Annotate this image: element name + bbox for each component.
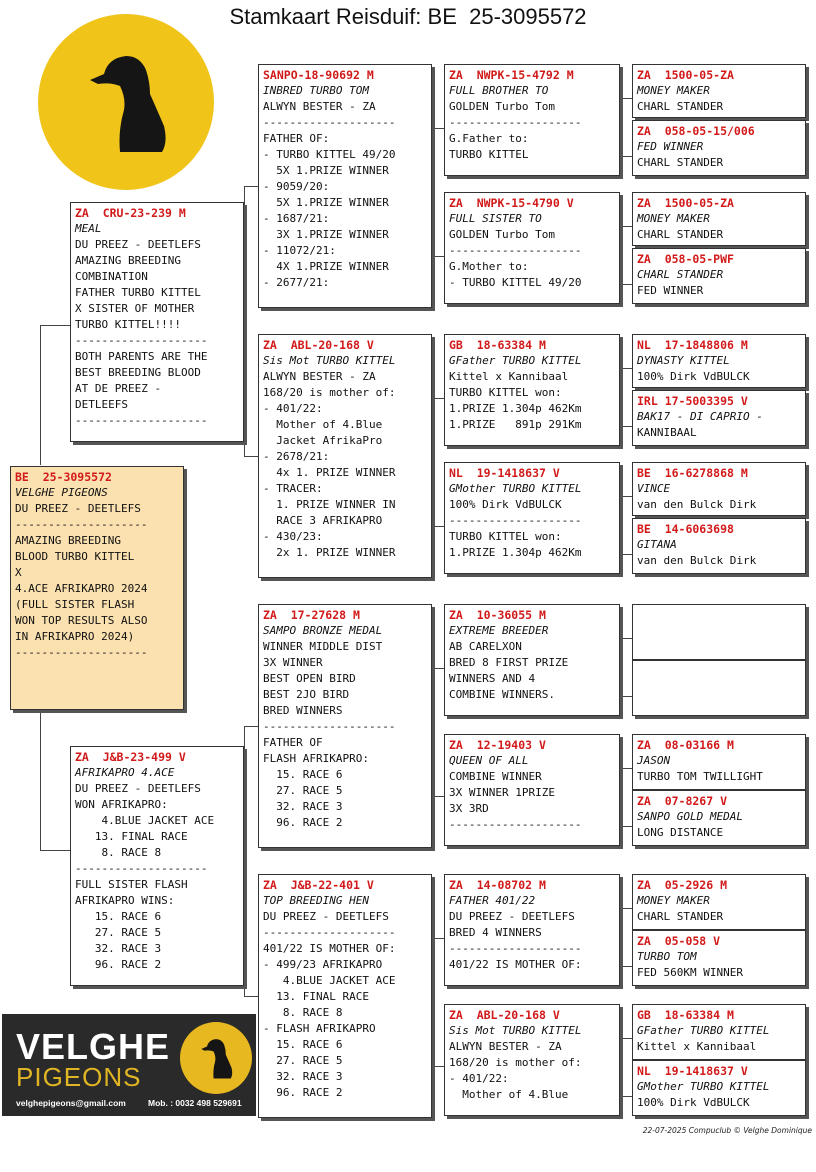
ring-number: ZA CRU-23-239 M bbox=[75, 206, 186, 220]
pigeon-info-line: van den Bulck Dirk bbox=[637, 498, 757, 511]
connector-line bbox=[432, 668, 433, 796]
great-great-grandparent-card bbox=[632, 604, 806, 660]
pigeon-name: MONEY MAKER bbox=[637, 894, 710, 907]
mother-card bbox=[70, 746, 244, 986]
pigeon-icon bbox=[38, 14, 214, 190]
pigeon-info-line: 4.ACE AFRIKAPRO 2024 bbox=[15, 582, 148, 595]
pigeon-info-line: WON TOP RESULTS ALSO bbox=[15, 614, 148, 627]
connector-line bbox=[432, 256, 444, 257]
pigeon-info-line: 5X 1.PRIZE WINNER bbox=[263, 196, 389, 209]
pigeon-info-line: FATHER TURBO KITTEL bbox=[75, 286, 201, 299]
great-great-grandparent-card bbox=[632, 120, 806, 176]
pigeon-name: AFRIKAPRO 4.ACE bbox=[75, 766, 175, 779]
banner-phone: Mob. : 0032 498 529691 bbox=[148, 1098, 242, 1108]
pigeon-info-line: X SISTER OF MOTHER bbox=[75, 302, 195, 315]
pigeon-info-line: 32. RACE 3 bbox=[263, 1070, 343, 1083]
connector-line bbox=[620, 1096, 632, 1097]
pigeon-name: CHARL STANDER bbox=[637, 268, 724, 281]
pigeon-info-line: -------------------- bbox=[449, 514, 582, 527]
pigeon-info-line: 8. RACE 8 bbox=[263, 1006, 343, 1019]
pigeon-info-line: WINNERS AND 4 bbox=[449, 672, 536, 685]
pigeon-info-line: 4X 1.PRIZE WINNER bbox=[263, 260, 389, 273]
ring-number: BE 25-3095572 bbox=[15, 470, 112, 484]
connector-line bbox=[620, 966, 632, 967]
pigeon-name: GMother TURBO KITTEL bbox=[449, 482, 582, 495]
connector-line bbox=[432, 938, 444, 939]
father-card bbox=[70, 202, 244, 442]
pigeon-info-line: FLASH AFRIKAPRO: bbox=[263, 752, 369, 765]
pigeon-info-line: DU PREEZ - DEETLEFS bbox=[15, 502, 141, 515]
pigeon-info-line: IN AFRIKAPRO 2024) bbox=[15, 630, 135, 643]
ring-number: ZA J&B-22-401 V bbox=[263, 878, 374, 892]
pigeon-name: DYNASTY KITTEL bbox=[637, 354, 730, 367]
pigeon-info-line: -------------------- bbox=[449, 942, 582, 955]
pigeon-name: GITANA bbox=[637, 538, 677, 551]
pigeon-info-line: DETLEEFS bbox=[75, 398, 128, 411]
ring-number: ZA 05-058 V bbox=[637, 934, 721, 948]
pigeon-info-line: CHARL STANDER bbox=[637, 910, 724, 923]
connector-line bbox=[620, 226, 621, 284]
ring-number: ZA NWPK-15-4792 M bbox=[449, 68, 574, 82]
ring-number: ZA 058-05-PWF bbox=[637, 252, 734, 266]
pigeon-info-line: ALWYN BESTER - ZA bbox=[449, 1040, 562, 1053]
pigeon-info-line: -------------------- bbox=[263, 926, 396, 939]
connector-line bbox=[620, 156, 632, 157]
pigeon-info-line: COMBINATION bbox=[75, 270, 148, 283]
grandmother-maternal-card bbox=[258, 874, 432, 1118]
pigeon-info-line: TURBO KITTEL!!!! bbox=[75, 318, 181, 331]
ring-number: ZA 12-19403 V bbox=[449, 738, 546, 752]
great-grandparent-card bbox=[444, 334, 620, 446]
ring-number: BE 16-6278868 M bbox=[637, 466, 748, 480]
pigeon-info-line: van den Bulck Dirk bbox=[637, 554, 757, 567]
pigeon-info-line: 32. RACE 3 bbox=[263, 800, 343, 813]
pigeon-info-line: - 401/22: bbox=[449, 1072, 509, 1085]
connector-line bbox=[432, 526, 444, 527]
pigeon-info-line: -------------------- bbox=[75, 862, 208, 875]
great-great-grandparent-card bbox=[632, 334, 806, 388]
ring-number: ZA 05-2926 M bbox=[637, 878, 728, 892]
pigeon-info-line: 15. RACE 6 bbox=[75, 910, 162, 923]
pigeon-info-line: 15. RACE 6 bbox=[263, 1038, 343, 1051]
page-title: Stamkaart Reisduif: BE 25-3095572 bbox=[229, 4, 587, 29]
pigeon-info-line: G.Mother to: bbox=[449, 260, 529, 273]
great-grandparent-card bbox=[444, 1004, 620, 1116]
pigeon-info-line: 5X 1.PRIZE WINNER bbox=[263, 164, 389, 177]
pigeon-name: FATHER 401/22 bbox=[449, 894, 536, 907]
ring-number: ZA 07-8267 V bbox=[637, 794, 728, 808]
pigeon-info-line: 96. RACE 2 bbox=[75, 958, 162, 971]
pigeon-info-line: - TURBO KITTEL 49/20 bbox=[449, 276, 582, 289]
pigeon-info-line: 1.PRIZE 1.304p 462Km bbox=[449, 402, 582, 415]
connector-line bbox=[620, 368, 621, 426]
pigeon-icon bbox=[180, 1022, 252, 1094]
pigeon-info-line: WINNER MIDDLE DIST bbox=[263, 640, 383, 653]
pigeon-name: MONEY MAKER bbox=[637, 212, 710, 225]
pigeon-info-line: 3X WINNER bbox=[263, 656, 323, 669]
pigeon-name: BAK17 - DI CAPRIO - bbox=[637, 410, 763, 423]
pigeon-info-line: -------------------- bbox=[75, 414, 208, 427]
pigeon-name: FULL BROTHER TO bbox=[449, 84, 549, 97]
great-great-grandparent-card bbox=[632, 192, 806, 246]
pigeon-info-line: 13. FINAL RACE bbox=[263, 990, 369, 1003]
pigeon-info-line: DU PREEZ - DEETLEFS bbox=[75, 782, 201, 795]
great-grandparent-card bbox=[444, 192, 620, 304]
pigeon-info-line: 2x 1. PRIZE WINNER bbox=[263, 546, 396, 559]
pigeon-info-line: - TRACER: bbox=[263, 482, 323, 495]
pigeon-info-line: FATHER OF: bbox=[263, 132, 330, 145]
connector-line bbox=[620, 98, 621, 156]
great-great-grandparent-card bbox=[632, 64, 806, 118]
pigeon-name: VELGHE PIGEONS bbox=[15, 486, 108, 499]
ring-number: ZA 058-05-15/006 bbox=[637, 124, 755, 138]
pigeon-info-line: TURBO KITTEL won: bbox=[449, 530, 562, 543]
pigeon-info-line: GOLDEN Turbo Tom bbox=[449, 228, 555, 241]
great-grandparent-card bbox=[444, 462, 620, 574]
connector-line bbox=[620, 768, 621, 826]
ring-number: GB 18-63384 M bbox=[449, 338, 546, 352]
pigeon-name: VINCE bbox=[637, 482, 671, 495]
pigeon-info-line: - FLASH AFRIKAPRO bbox=[263, 1022, 376, 1035]
pigeon-info-line: AT DE PREEZ - bbox=[75, 382, 162, 395]
pigeon-info-line: KANNIBAAL bbox=[637, 426, 697, 439]
pigeon-info-line: COMBINE WINNER bbox=[449, 770, 542, 783]
connector-line bbox=[620, 496, 621, 554]
connector-line bbox=[620, 98, 632, 99]
connector-line bbox=[432, 668, 444, 669]
pigeon-name: QUEEN OF ALL bbox=[449, 754, 529, 767]
great-great-grandparent-card bbox=[632, 1004, 806, 1060]
pigeon-info-line: 96. RACE 2 bbox=[263, 816, 343, 829]
pigeon-info-line: - 11072/21: bbox=[263, 244, 336, 257]
velghe-banner bbox=[2, 1014, 256, 1116]
pigeon-info-line: FED WINNER bbox=[637, 284, 704, 297]
pigeon-info-line: - 401/22: bbox=[263, 402, 323, 415]
pigeon-info-line: 32. RACE 3 bbox=[75, 942, 162, 955]
pigeon-info-line: 4.BLUE JACKET ACE bbox=[263, 974, 396, 987]
banner-sub: PIGEONS bbox=[16, 1062, 142, 1092]
pigeon-info-line: 13. FINAL RACE bbox=[75, 830, 188, 843]
connector-line bbox=[620, 696, 632, 697]
pigeon-info-line: FULL SISTER FLASH bbox=[75, 878, 188, 891]
pigeon-info-line: 100% Dirk VdBULCK bbox=[449, 498, 562, 511]
subject-pigeon-card bbox=[10, 466, 184, 710]
pigeon-info-line: - 499/23 AFRIKAPRO bbox=[263, 958, 383, 971]
connector-line bbox=[40, 710, 41, 850]
pigeon-info-line: 3X WINNER 1PRIZE bbox=[449, 786, 555, 799]
pigeon-name: SAMPO BRONZE MEDAL bbox=[263, 624, 383, 637]
pigeon-info-line: Mother of 4.Blue bbox=[263, 418, 383, 431]
connector-line bbox=[244, 996, 258, 997]
pigeon-info-line: -------------------- bbox=[449, 116, 582, 129]
ring-number: ZA 17-27628 M bbox=[263, 608, 360, 622]
pigeon-info-line: 168/20 is mother of: bbox=[449, 1056, 582, 1069]
connector-line bbox=[620, 908, 632, 909]
pigeon-info-line: BEST 2JO BIRD bbox=[263, 688, 350, 701]
pigeon-info-line: - TURBO KITTEL 49/20 bbox=[263, 148, 396, 161]
pigeon-info-line: -------------------- bbox=[263, 116, 396, 129]
pigeon-name: FULL SISTER TO bbox=[449, 212, 542, 225]
pigeon-info-line: G.Father to: bbox=[449, 132, 529, 145]
great-great-grandparent-card bbox=[632, 734, 806, 790]
great-great-grandparent-card bbox=[632, 390, 806, 446]
connector-line bbox=[620, 426, 632, 427]
pigeon-info-line: TURBO TOM TWILLIGHT bbox=[637, 770, 763, 783]
ring-number: ZA J&B-23-499 V bbox=[75, 750, 186, 764]
great-great-grandparent-card bbox=[632, 1060, 806, 1116]
pigeon-info-line: GOLDEN Turbo Tom bbox=[449, 100, 555, 113]
connector-line bbox=[40, 850, 70, 851]
pigeon-info-line: -------------------- bbox=[449, 818, 582, 831]
pigeon-info-line: -------------------- bbox=[15, 518, 148, 531]
pigeon-info-line: 401/22 IS MOTHER OF: bbox=[449, 958, 582, 971]
connector-line bbox=[432, 128, 444, 129]
pigeon-name: INBRED TURBO TOM bbox=[263, 84, 369, 97]
connector-line bbox=[40, 325, 70, 326]
great-grandparent-card bbox=[444, 64, 620, 176]
pigeon-info-line: AMAZING BREEDING bbox=[75, 254, 181, 267]
pigeon-info-line: 1.PRIZE 891p 291Km bbox=[449, 418, 582, 431]
pigeon-info-line: 3X 3RD bbox=[449, 802, 489, 815]
connector-line bbox=[620, 554, 632, 555]
ring-number: SANPO-18-90692 M bbox=[263, 68, 374, 82]
pigeon-info-line: TURBO KITTEL won: bbox=[449, 386, 562, 399]
pigeon-info-line: BEST BREEDING BLOOD bbox=[75, 366, 201, 379]
pigeon-name: JASON bbox=[637, 754, 671, 767]
pigeon-name: Sis Mot TURBO KITTEL bbox=[449, 1024, 582, 1037]
ring-number: ZA ABL-20-168 V bbox=[263, 338, 374, 352]
pigeon-info-line: ALWYN BESTER - ZA bbox=[263, 370, 376, 383]
connector-line bbox=[432, 398, 433, 526]
pigeon-info-line: 15. RACE 6 bbox=[263, 768, 343, 781]
connector-line bbox=[432, 796, 444, 797]
pigeon-name: MEAL bbox=[75, 222, 102, 235]
pigeon-info-line: - 9059/20: bbox=[263, 180, 330, 193]
pigeon-name: GFather TURBO KITTEL bbox=[637, 1024, 770, 1037]
connector-line bbox=[620, 368, 632, 369]
connector-line bbox=[432, 1066, 444, 1067]
footer-credit: 22-07-2025 Compuclub © Velghe Dominique bbox=[642, 1126, 812, 1135]
connector-line bbox=[620, 638, 621, 696]
pigeon-info-line: 401/22 IS MOTHER OF: bbox=[263, 942, 396, 955]
great-grandparent-card bbox=[444, 734, 620, 846]
ring-number: GB 18-63384 M bbox=[637, 1008, 734, 1022]
pigeon-name: EXTREME BREEDER bbox=[449, 624, 549, 637]
pigeon-name: FED WINNER bbox=[637, 140, 704, 153]
pigeon-info-line: BRED WINNERS bbox=[263, 704, 343, 717]
pigeon-info-line: - 2677/21: bbox=[263, 276, 330, 289]
pigeon-info-line: AFRIKAPRO WINS: bbox=[75, 894, 175, 907]
connector-line bbox=[620, 768, 632, 769]
great-grandparent-card bbox=[444, 604, 620, 716]
grandfather-paternal-card bbox=[258, 64, 432, 308]
ring-number: BE 14-6063698 bbox=[637, 522, 734, 536]
ring-number: NL 19-1418637 V bbox=[637, 1064, 748, 1078]
pigeon-info-line: 4.BLUE JACKET ACE bbox=[75, 814, 215, 827]
pigeon-info-line: 3X 1.PRIZE WINNER bbox=[263, 228, 389, 241]
pigeon-info-line: LONG DISTANCE bbox=[637, 826, 724, 839]
pigeon-info-line: (FULL SISTER FLASH bbox=[15, 598, 135, 611]
pigeon-info-line: FATHER OF bbox=[263, 736, 323, 749]
ring-number: ZA 08-03166 M bbox=[637, 738, 734, 752]
pigeon-name: GFather TURBO KITTEL bbox=[449, 354, 582, 367]
pigeon-info-line: Jacket AfrikaPro bbox=[263, 434, 383, 447]
pigeon-name: Sis Mot TURBO KITTEL bbox=[263, 354, 396, 367]
pigeon-info-line: 27. RACE 5 bbox=[75, 926, 162, 939]
connector-line bbox=[620, 1038, 632, 1039]
great-great-grandparent-card bbox=[632, 874, 806, 930]
great-great-grandparent-card bbox=[632, 790, 806, 846]
connector-line bbox=[432, 938, 433, 1066]
pigeon-name: MONEY MAKER bbox=[637, 84, 710, 97]
great-grandparent-card bbox=[444, 874, 620, 986]
connector-line bbox=[620, 908, 621, 966]
pigeon-info-line: DU PREEZ - DEETLEFS bbox=[449, 910, 575, 923]
pigeon-info-line: ALWYN BESTER - ZA bbox=[263, 100, 376, 113]
banner-logo bbox=[180, 1022, 252, 1094]
pigeon-name: SANPO GOLD MEDAL bbox=[637, 810, 743, 823]
grandmother-paternal-card bbox=[258, 334, 432, 578]
pigeon-info-line: COMBINE WINNERS. bbox=[449, 688, 555, 701]
pigeon-info-line: - 430/23: bbox=[263, 530, 323, 543]
pigeon-info-line: 168/20 is mother of: bbox=[263, 386, 396, 399]
ring-number: ZA 10-36055 M bbox=[449, 608, 546, 622]
pigeon-info-line: Mother of 4.Blue bbox=[449, 1088, 569, 1101]
pigeon-info-line: 27. RACE 5 bbox=[263, 1054, 343, 1067]
pigeon-info-line: BLOOD TURBO KITTEL bbox=[15, 550, 135, 563]
pigeon-info-line: DU PREEZ - DEETLEFS bbox=[263, 910, 389, 923]
pigeon-info-line: RACE 3 AFRIKAPRO bbox=[263, 514, 383, 527]
connector-line bbox=[244, 186, 245, 456]
pigeon-info-line: Kittel x Kannibaal bbox=[449, 370, 569, 383]
pigeon-info-line: -------------------- bbox=[449, 244, 582, 257]
connector-line bbox=[620, 826, 632, 827]
pigeon-name: TURBO TOM bbox=[637, 950, 697, 963]
connector-line bbox=[244, 726, 245, 996]
pigeon-info-line: Kittel x Kannibaal bbox=[637, 1040, 757, 1053]
logo bbox=[38, 14, 214, 190]
pigeon-info-line: 1.PRIZE 1.304p 462Km bbox=[449, 546, 582, 559]
connector-line bbox=[620, 226, 632, 227]
ring-number: IRL 17-5003395 V bbox=[637, 394, 748, 408]
pigeon-info-line: -------------------- bbox=[263, 720, 396, 733]
pigeon-info-line: 100% Dirk VdBULCK bbox=[637, 1096, 750, 1109]
pigeon-info-line: FED 560KM WINNER bbox=[637, 966, 743, 979]
pigeon-info-line: 1. PRIZE WINNER IN bbox=[263, 498, 396, 511]
ring-number: ZA 1500-05-ZA bbox=[637, 196, 734, 210]
connector-line bbox=[432, 398, 444, 399]
pigeon-info-line: AB CARELXON bbox=[449, 640, 522, 653]
pigeon-info-line: CHARL STANDER bbox=[637, 228, 724, 241]
pigeon-info-line: BRED 4 WINNERS bbox=[449, 926, 542, 939]
grandfather-maternal-card bbox=[258, 604, 432, 848]
pigeon-info-line: - 2678/21: bbox=[263, 450, 330, 463]
connector-line bbox=[244, 726, 258, 727]
pigeon-info-line: 96. RACE 2 bbox=[263, 1086, 343, 1099]
ring-number: ZA NWPK-15-4790 V bbox=[449, 196, 574, 210]
connector-line bbox=[620, 638, 632, 639]
pigeon-info-line: BOTH PARENTS ARE THE bbox=[75, 350, 208, 363]
pigeon-info-line: -------------------- bbox=[75, 334, 208, 347]
pigeon-info-line: BRED 8 FIRST PRIZE bbox=[449, 656, 569, 669]
great-great-grandparent-card bbox=[632, 248, 806, 304]
pigeon-info-line: TURBO KITTEL bbox=[449, 148, 529, 161]
connector-line bbox=[620, 284, 632, 285]
pigeon-info-line: X bbox=[15, 566, 22, 579]
great-great-grandparent-card bbox=[632, 660, 806, 716]
connector-line bbox=[244, 186, 258, 187]
pigeon-info-line: 8. RACE 8 bbox=[75, 846, 162, 859]
pigeon-name: TOP BREEDING HEN bbox=[263, 894, 369, 907]
connector-line bbox=[620, 1038, 621, 1096]
pigeon-info-line: DU PREEZ - DEETLEFS bbox=[75, 238, 201, 251]
ring-number: ZA 1500-05-ZA bbox=[637, 68, 734, 82]
connector-line bbox=[244, 456, 258, 457]
connector-line bbox=[620, 496, 632, 497]
pigeon-info-line: 100% Dirk VdBULCK bbox=[637, 370, 750, 383]
great-great-grandparent-card bbox=[632, 518, 806, 574]
banner-email: velghepigeons@gmail.com bbox=[16, 1098, 126, 1108]
connector-line bbox=[432, 128, 433, 256]
pigeon-info-line: - 1687/21: bbox=[263, 212, 330, 225]
banner-name: VELGHE bbox=[16, 1026, 171, 1067]
ring-number: NL 19-1418637 V bbox=[449, 466, 560, 480]
pigeon-name: GMother TURBO KITTEL bbox=[637, 1080, 770, 1093]
connector-line bbox=[40, 325, 41, 465]
great-great-grandparent-card bbox=[632, 930, 806, 986]
pigeon-info-line: WON AFRIKAPRO: bbox=[75, 798, 168, 811]
ring-number: NL 17-1848806 M bbox=[637, 338, 748, 352]
pigeon-info-line: CHARL STANDER bbox=[637, 100, 724, 113]
ring-number: ZA ABL-20-168 V bbox=[449, 1008, 560, 1022]
ring-number: ZA 14-08702 M bbox=[449, 878, 546, 892]
pigeon-info-line: 4x 1. PRIZE WINNER bbox=[263, 466, 396, 479]
pigeon-info-line: 27. RACE 5 bbox=[263, 784, 343, 797]
pigeon-info-line: -------------------- bbox=[15, 646, 148, 659]
great-great-grandparent-card bbox=[632, 462, 806, 516]
pigeon-info-line: BEST OPEN BIRD bbox=[263, 672, 356, 685]
pigeon-info-line: AMAZING BREEDING bbox=[15, 534, 121, 547]
pigeon-info-line: CHARL STANDER bbox=[637, 156, 724, 169]
